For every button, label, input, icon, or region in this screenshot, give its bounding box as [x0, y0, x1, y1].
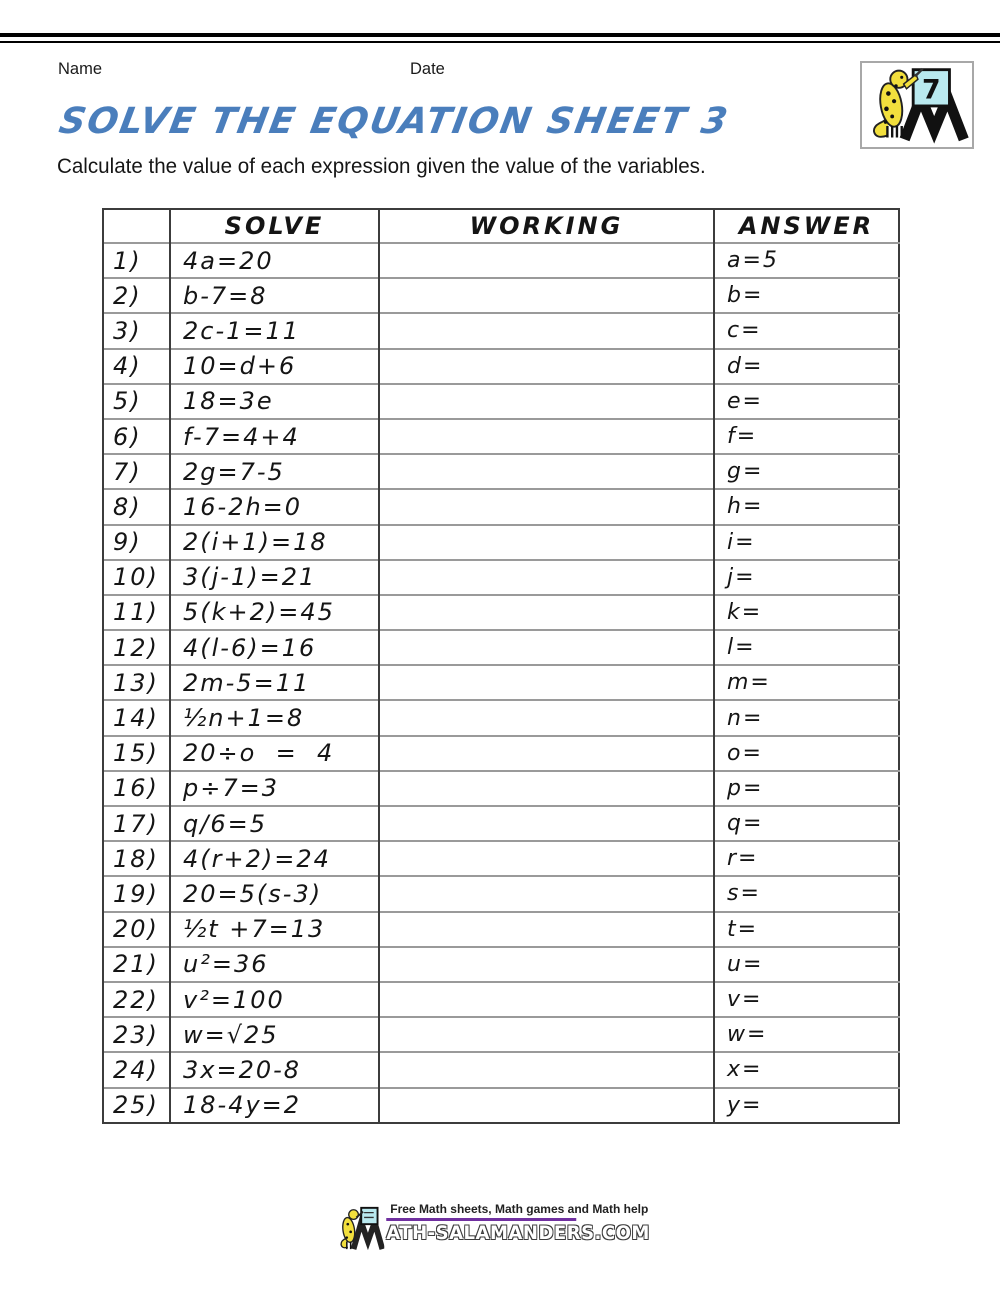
footer-brand [336, 1202, 663, 1252]
solve-cell: 5(k+2)=45 [170, 595, 379, 630]
row-number: 20) [103, 912, 170, 947]
row-number: 4) [103, 349, 170, 384]
working-cell [379, 384, 714, 419]
working-cell [379, 1088, 714, 1123]
answer-cell: p= [714, 771, 899, 806]
footer-salamander-icon [336, 1204, 384, 1252]
table-row [103, 313, 899, 348]
instruction-text: Calculate the value of each expression given the value of the variables. [57, 155, 706, 178]
working-cell [379, 243, 714, 278]
answer-cell: i= [714, 525, 899, 560]
row-number: 16) [103, 771, 170, 806]
table-row [103, 560, 899, 595]
working-cell [379, 454, 714, 489]
table-row [103, 1017, 899, 1052]
table-row [103, 525, 899, 560]
working-cell [379, 560, 714, 595]
working-cell [379, 489, 714, 524]
solve-cell: v²=100 [170, 982, 379, 1017]
working-cell [379, 349, 714, 384]
solve-cell: ½n+1=8 [170, 700, 379, 735]
name-label: Name [58, 59, 102, 78]
row-number: 10) [103, 560, 170, 595]
working-cell [379, 876, 714, 911]
solve-cell: 18-4y=2 [170, 1088, 379, 1123]
answer-cell: w= [714, 1017, 899, 1052]
footer-tagline: Free Math sheets, Math games and Math help [390, 1202, 649, 1216]
table-row [103, 630, 899, 665]
table-row [103, 841, 899, 876]
table-row [103, 771, 899, 806]
row-number: 9) [103, 525, 170, 560]
table-row [103, 419, 899, 454]
table-row [103, 1088, 899, 1123]
row-number: 15) [103, 736, 170, 771]
answer-cell: y= [714, 1088, 899, 1123]
working-header: WORKING [379, 209, 714, 243]
row-number: 6) [103, 419, 170, 454]
answer-cell: x= [714, 1052, 899, 1087]
solve-cell: 18=3e [170, 384, 379, 419]
row-number: 17) [103, 806, 170, 841]
equation-table [102, 208, 900, 1124]
working-cell [379, 1017, 714, 1052]
solve-cell: 10=d+6 [170, 349, 379, 384]
working-cell [379, 982, 714, 1017]
equation-table-body [103, 243, 899, 1123]
table-row [103, 349, 899, 384]
row-number: 21) [103, 947, 170, 982]
table-row [103, 384, 899, 419]
footer-underline [386, 1218, 576, 1221]
solve-cell: ½t +7=13 [170, 912, 379, 947]
solve-cell: f-7=4+4 [170, 419, 379, 454]
solve-cell: 2g=7-5 [170, 454, 379, 489]
top-divider [0, 33, 1000, 43]
answer-cell: c= [714, 313, 899, 348]
working-cell [379, 771, 714, 806]
answer-cell: n= [714, 700, 899, 735]
working-cell [379, 912, 714, 947]
solve-cell: 20=5(s-3) [170, 876, 379, 911]
corner-cell [103, 209, 170, 243]
table-row [103, 1052, 899, 1087]
solve-cell: 3x=20-8 [170, 1052, 379, 1087]
answer-cell: o= [714, 736, 899, 771]
table-row [103, 736, 899, 771]
date-label: Date [410, 59, 445, 78]
answer-cell: a=5 [714, 243, 899, 278]
row-number: 1) [103, 243, 170, 278]
solve-cell: w=√25 [170, 1017, 379, 1052]
answer-cell: k= [714, 595, 899, 630]
logo-number: 7 [922, 74, 941, 106]
footer-site-text[interactable]: ATH-SALAMANDERS.COM [386, 1222, 650, 1244]
table-row [103, 700, 899, 735]
answer-cell: v= [714, 982, 899, 1017]
answer-cell: l= [714, 630, 899, 665]
table-header-row [103, 209, 899, 243]
working-cell [379, 736, 714, 771]
table-row [103, 665, 899, 700]
row-number: 2) [103, 278, 170, 313]
solve-cell: 4a=20 [170, 243, 379, 278]
working-cell [379, 1052, 714, 1087]
row-number: 19) [103, 876, 170, 911]
row-number: 12) [103, 630, 170, 665]
working-cell [379, 700, 714, 735]
solve-cell: p÷7=3 [170, 771, 379, 806]
row-number: 14) [103, 700, 170, 735]
answer-cell: h= [714, 489, 899, 524]
table-row [103, 876, 899, 911]
answer-cell: d= [714, 349, 899, 384]
answer-cell: r= [714, 841, 899, 876]
working-cell [379, 419, 714, 454]
row-number: 23) [103, 1017, 170, 1052]
row-number: 18) [103, 841, 170, 876]
row-number: 13) [103, 665, 170, 700]
table-row [103, 489, 899, 524]
solve-cell: 2m-5=11 [170, 665, 379, 700]
page-title: SOLVE THE EQUATION SHEET 3 [56, 101, 733, 142]
table-row [103, 595, 899, 630]
solve-cell: q/6=5 [170, 806, 379, 841]
answer-cell: j= [714, 560, 899, 595]
working-cell [379, 806, 714, 841]
working-cell [379, 278, 714, 313]
working-cell [379, 841, 714, 876]
answer-cell: g= [714, 454, 899, 489]
row-number: 8) [103, 489, 170, 524]
solve-cell: u²=36 [170, 947, 379, 982]
row-number: 5) [103, 384, 170, 419]
table-row [103, 982, 899, 1017]
working-cell [379, 525, 714, 560]
row-number: 24) [103, 1052, 170, 1087]
working-cell [379, 595, 714, 630]
solve-cell: 4(r+2)=24 [170, 841, 379, 876]
solve-cell: 16-2h=0 [170, 489, 379, 524]
row-number: 3) [103, 313, 170, 348]
answer-cell: u= [714, 947, 899, 982]
answer-cell: f= [714, 419, 899, 454]
row-number: 11) [103, 595, 170, 630]
solve-cell: 2c-1=11 [170, 313, 379, 348]
solve-cell: 4(l-6)=16 [170, 630, 379, 665]
answer-header: ANSWER [714, 209, 899, 243]
working-cell [379, 630, 714, 665]
working-cell [379, 313, 714, 348]
solve-header: SOLVE [170, 209, 379, 243]
table-row [103, 947, 899, 982]
answer-cell: m= [714, 665, 899, 700]
table-row [103, 454, 899, 489]
answer-cell: e= [714, 384, 899, 419]
solve-cell: 2(i+1)=18 [170, 525, 379, 560]
working-cell [379, 947, 714, 982]
row-number: 25) [103, 1088, 170, 1123]
table-row [103, 912, 899, 947]
solve-cell: 3(j-1)=21 [170, 560, 379, 595]
footer-text-block [386, 1202, 663, 1244]
salamander-logo-icon [862, 63, 972, 147]
salamander-logo [860, 61, 974, 149]
working-cell [379, 665, 714, 700]
row-number: 22) [103, 982, 170, 1017]
row-number: 7) [103, 454, 170, 489]
solve-cell: 20÷o = 4 [170, 736, 379, 771]
table-row [103, 278, 899, 313]
answer-cell: q= [714, 806, 899, 841]
answer-cell: b= [714, 278, 899, 313]
answer-cell: s= [714, 876, 899, 911]
table-row [103, 243, 899, 278]
answer-cell: t= [714, 912, 899, 947]
solve-cell: b-7=8 [170, 278, 379, 313]
table-row [103, 806, 899, 841]
